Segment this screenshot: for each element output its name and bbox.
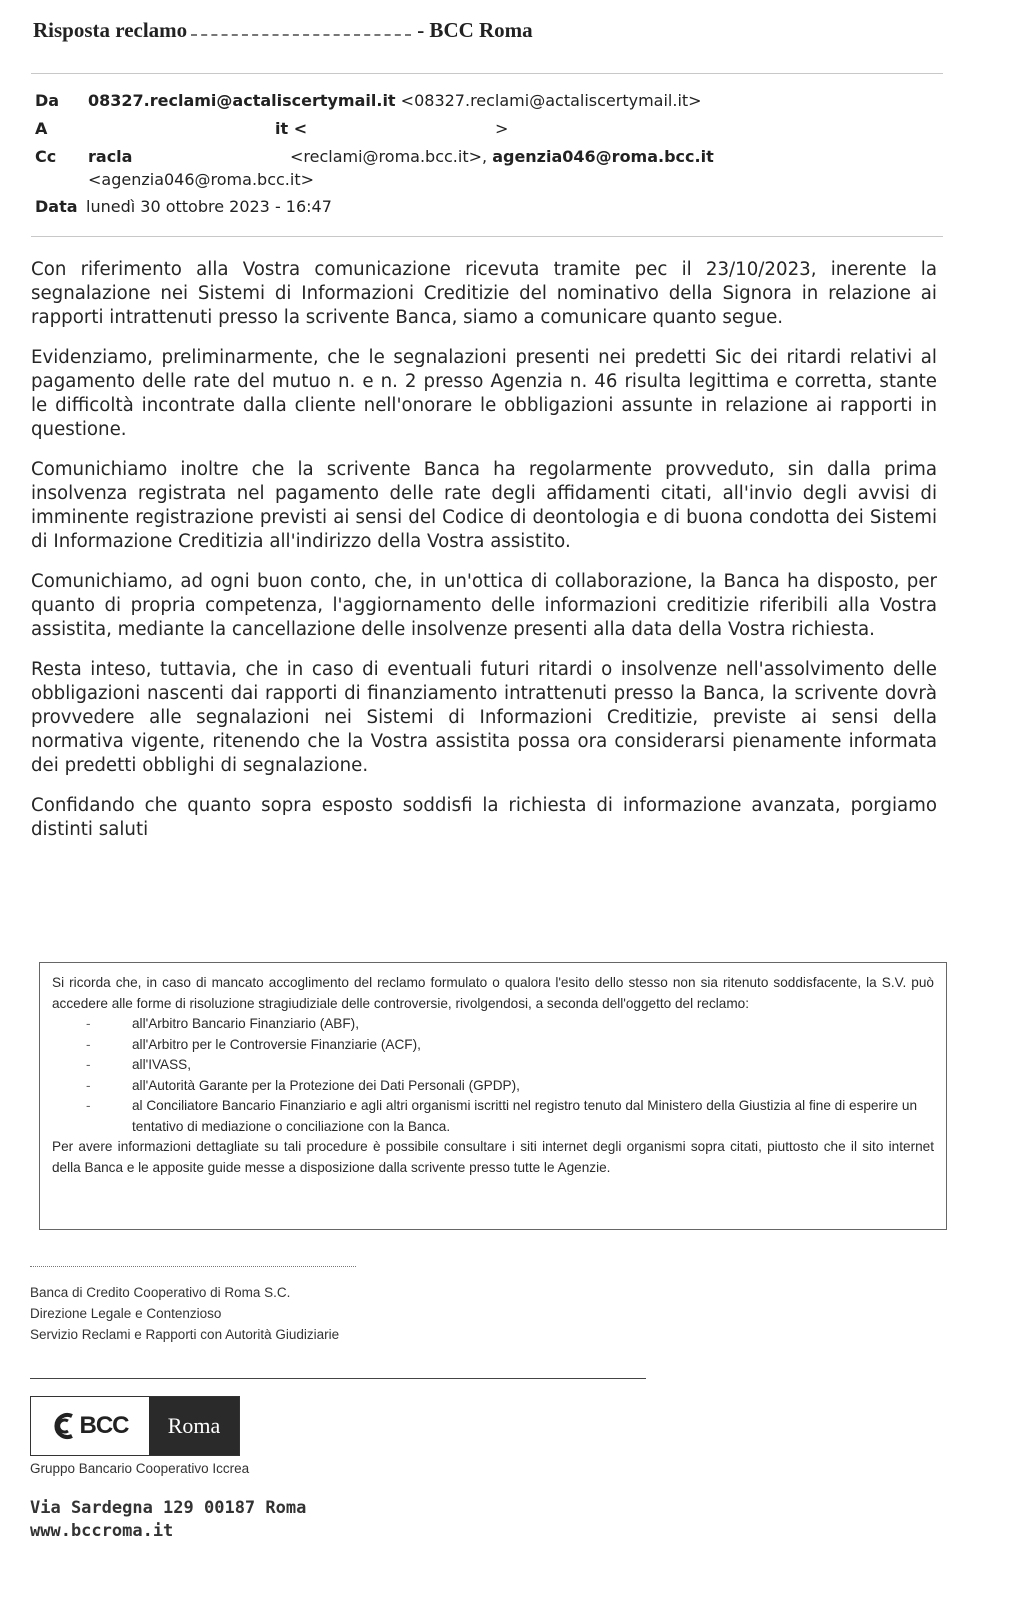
paragraph-1: Con riferimento alla Vostra comunicazione ricevuta tramite pec il 23/10/2023, inerente la segnalazione nei Sistemi di Informazioni Creditizie del nominativo della Signora in relazione ai rapporti intrattenuti presso la scrivente Banca, siamo a comunicare quanto segue. (31, 259, 937, 328)
from-name[interactable]: 08327.reclami@actaliscertymail.it (88, 91, 396, 110)
cc-address2[interactable]: <agenzia046@roma.bcc.it> (88, 170, 314, 189)
to-close: > (495, 119, 509, 138)
from-address[interactable]: <08327.reclami@actaliscertymail.it> (400, 91, 702, 110)
logo-roma-text: Roma (149, 1397, 239, 1455)
letter-body (31, 258, 937, 858)
bcc-emblem-icon (52, 1411, 78, 1441)
redacted-name (191, 28, 411, 36)
sender-department (30, 1282, 339, 1345)
group-name: Gruppo Bancario Cooperativo Iccrea (30, 1461, 250, 1476)
cc-name2[interactable]: agenzia046@roma.bcc.it (492, 147, 714, 166)
to-value[interactable]: it < (275, 119, 308, 138)
notice-item: - all'Arbitro per le Controversie Finanziarie (ACF), (86, 1035, 934, 1056)
paragraph-6: Confidando che quanto sopra esposto soddisfi la richiesta di informazione avanzata, porgiamo distinti saluti (31, 795, 937, 840)
date-row (35, 197, 935, 219)
bank-name: Banca di Credito Cooperativo di Roma S.C. (30, 1285, 291, 1300)
notice-item: - all'IVASS, (86, 1055, 934, 1076)
paragraph-4: Comunichiamo, ad ogni buon conto, che, in un'ottica di collaborazione, la Banca ha disposto, per quanto di propria competenza, l'aggiornamento delle informazioni creditizie riferibili alla Vostra assistita, mediante la cancellazione delle insolvenze presenti alla data della Vostra richiesta. (31, 571, 937, 640)
header-divider-top (31, 73, 943, 74)
to-label: A (35, 119, 48, 138)
notice-outro: Per avere informazioni dettagliate su tali procedure è possibile consultare i siti internet degli organismi sopra citati, piuttosto che il sito internet della Banca e le apposite guide messe a disposizione dalla scrivente presso tutte le Agenzie. (52, 1139, 934, 1175)
from-label: Da (35, 91, 60, 110)
paragraph-5: Resta inteso, tuttavia, che in caso di eventuali futuri ritardi o insolvenze nell'assolvimento delle obbligazioni nascenti dai rapporti di finanziamento intrattenuti presso la Banca, la scrivente dovrà provvedere alle segnalazioni nei Sistemi di Informazioni Creditizie, previste ai sensi della normativa vigente, ritenendo che la Vostra assistita possa ora considerarsi pienamente informata dei predetti obblighi di segnalazione. (31, 659, 937, 776)
notice-item: - al Conciliatore Bancario Finanziario e agli altri organismi iscritti nel registro tenuto dal Ministero della Giustizia al fine di esperire un tentativo di mediazione o conciliazione con la Banca. (86, 1096, 934, 1137)
from-row (35, 91, 935, 113)
logo-bcc-text: BCC (79, 1412, 129, 1439)
cc-label: Cc (35, 147, 57, 166)
cc-address1[interactable]: <reclami@roma.bcc.it>, (290, 147, 488, 166)
date-value: lunedì 30 ottobre 2023 - 16:47 (86, 197, 332, 216)
footer-divider (30, 1378, 646, 1379)
notice-item: - all'Arbitro Bancario Finanziario (ABF), (86, 1014, 934, 1035)
paragraph-2: Evidenziamo, preliminarmente, che le segnalazioni presenti nei predetti Sic dei ritardi relativi al pagamento delle rate del mutuo n. e n. 2 presso Agenzia n. 46 risulta legittima e corretta, stante le difficoltà incontrate dalla cliente nell'onorare le obbligazioni assunte in relazione ai rapporti in questione. (31, 347, 937, 440)
subject-suffix: - BCC Roma (417, 18, 533, 42)
cc-row (35, 147, 935, 169)
signature-divider (30, 1266, 356, 1267)
department-name: Direzione Legale e Contenzioso (30, 1306, 222, 1321)
notice-intro: Si ricorda che, in caso di mancato accoglimento del reclamo formulato o qualora l'esito dello stesso non sia ritenuto soddisfacente, la S.V. può accedere alle forme di risoluzione stragiudiziale delle controversie, rivolgendosi, a seconda dell'oggetto del reclamo: (52, 975, 934, 1011)
notice-list (52, 1014, 934, 1137)
paragraph-3: Comunichiamo inoltre che la scrivente Banca ha regolarmente provveduto, sin dalla prima insolvenza registrata nel pagamento delle rate degli affidamenti citati, all'invio degli avvisi di imminente registrazione previsti ai sensi del Codice di deontologia e di buona condotta dei Sistemi di Informazione Creditizia all'indirizzo della Vostra assistito. (31, 459, 937, 552)
bank-website[interactable]: www.bccroma.it (30, 1521, 174, 1541)
bcc-roma-logo (30, 1396, 240, 1456)
email-subject (33, 18, 533, 43)
dispute-resolution-notice (39, 962, 947, 1230)
header-divider-bottom (31, 236, 943, 237)
date-label: Data (35, 197, 78, 216)
to-row (35, 119, 935, 141)
cc-name1[interactable]: racla (88, 147, 133, 166)
service-name: Servizio Reclami e Rapporti con Autorità Giudiziarie (30, 1327, 340, 1342)
notice-item: - all'Autorità Garante per la Protezione dei Dati Personali (GPDP), (86, 1076, 934, 1097)
bank-address: Via Sardegna 129 00187 Roma (30, 1498, 307, 1518)
bcc-logo-mark (31, 1397, 149, 1455)
bank-contact (30, 1497, 306, 1543)
subject-prefix: Risposta reclamo (33, 18, 188, 42)
